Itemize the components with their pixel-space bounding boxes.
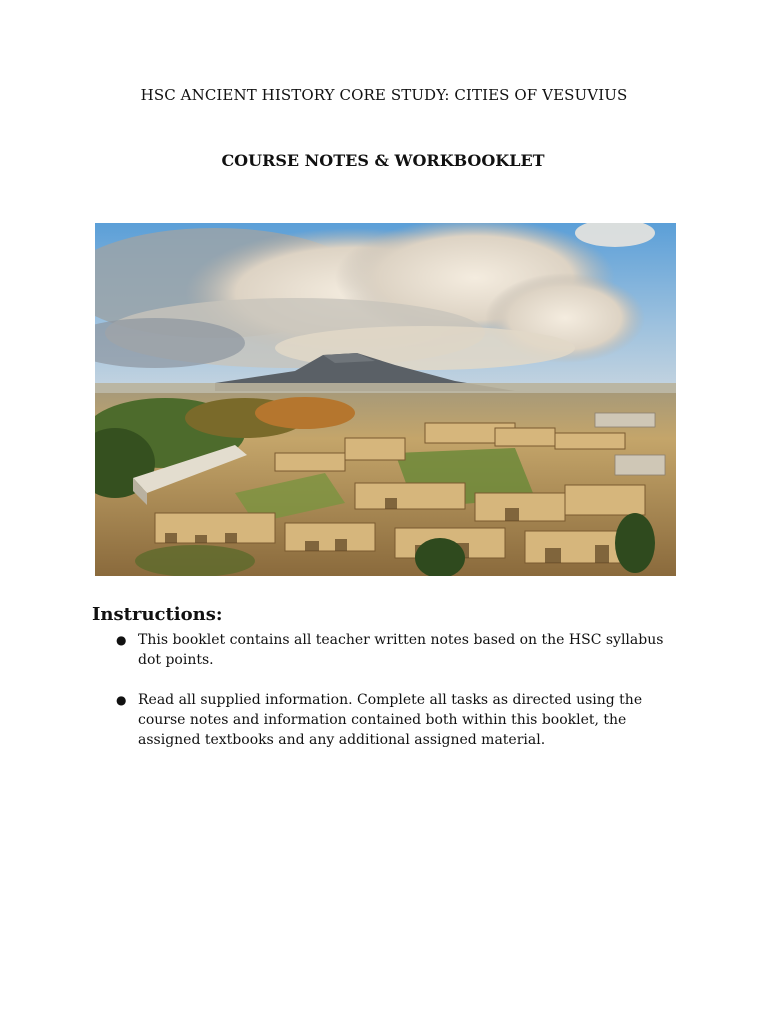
page-subtitle: COURSE NOTES & WORKBOOKLET [221,151,545,170]
bullet-icon: ● [116,693,127,707]
list-item [112,630,682,670]
instruction-text: This booklet contains all teacher written notes based on the HSC syllabus dot points. [138,632,664,668]
instruction-text: Read all supplied information. Complete all tasks as directed using the course notes and information contained both within this booklet, the assigned textbooks and any additional assigned material. [138,692,643,748]
instruction-list [112,630,682,770]
vesuvius-pompeii-photo [95,223,676,576]
page-heading: HSC ANCIENT HISTORY CORE STUDY: CITIES OF VESUVIUS [140,86,628,104]
bullet-icon: ● [116,633,127,647]
list-item [112,690,682,750]
instructions-heading: Instructions: [92,604,223,625]
